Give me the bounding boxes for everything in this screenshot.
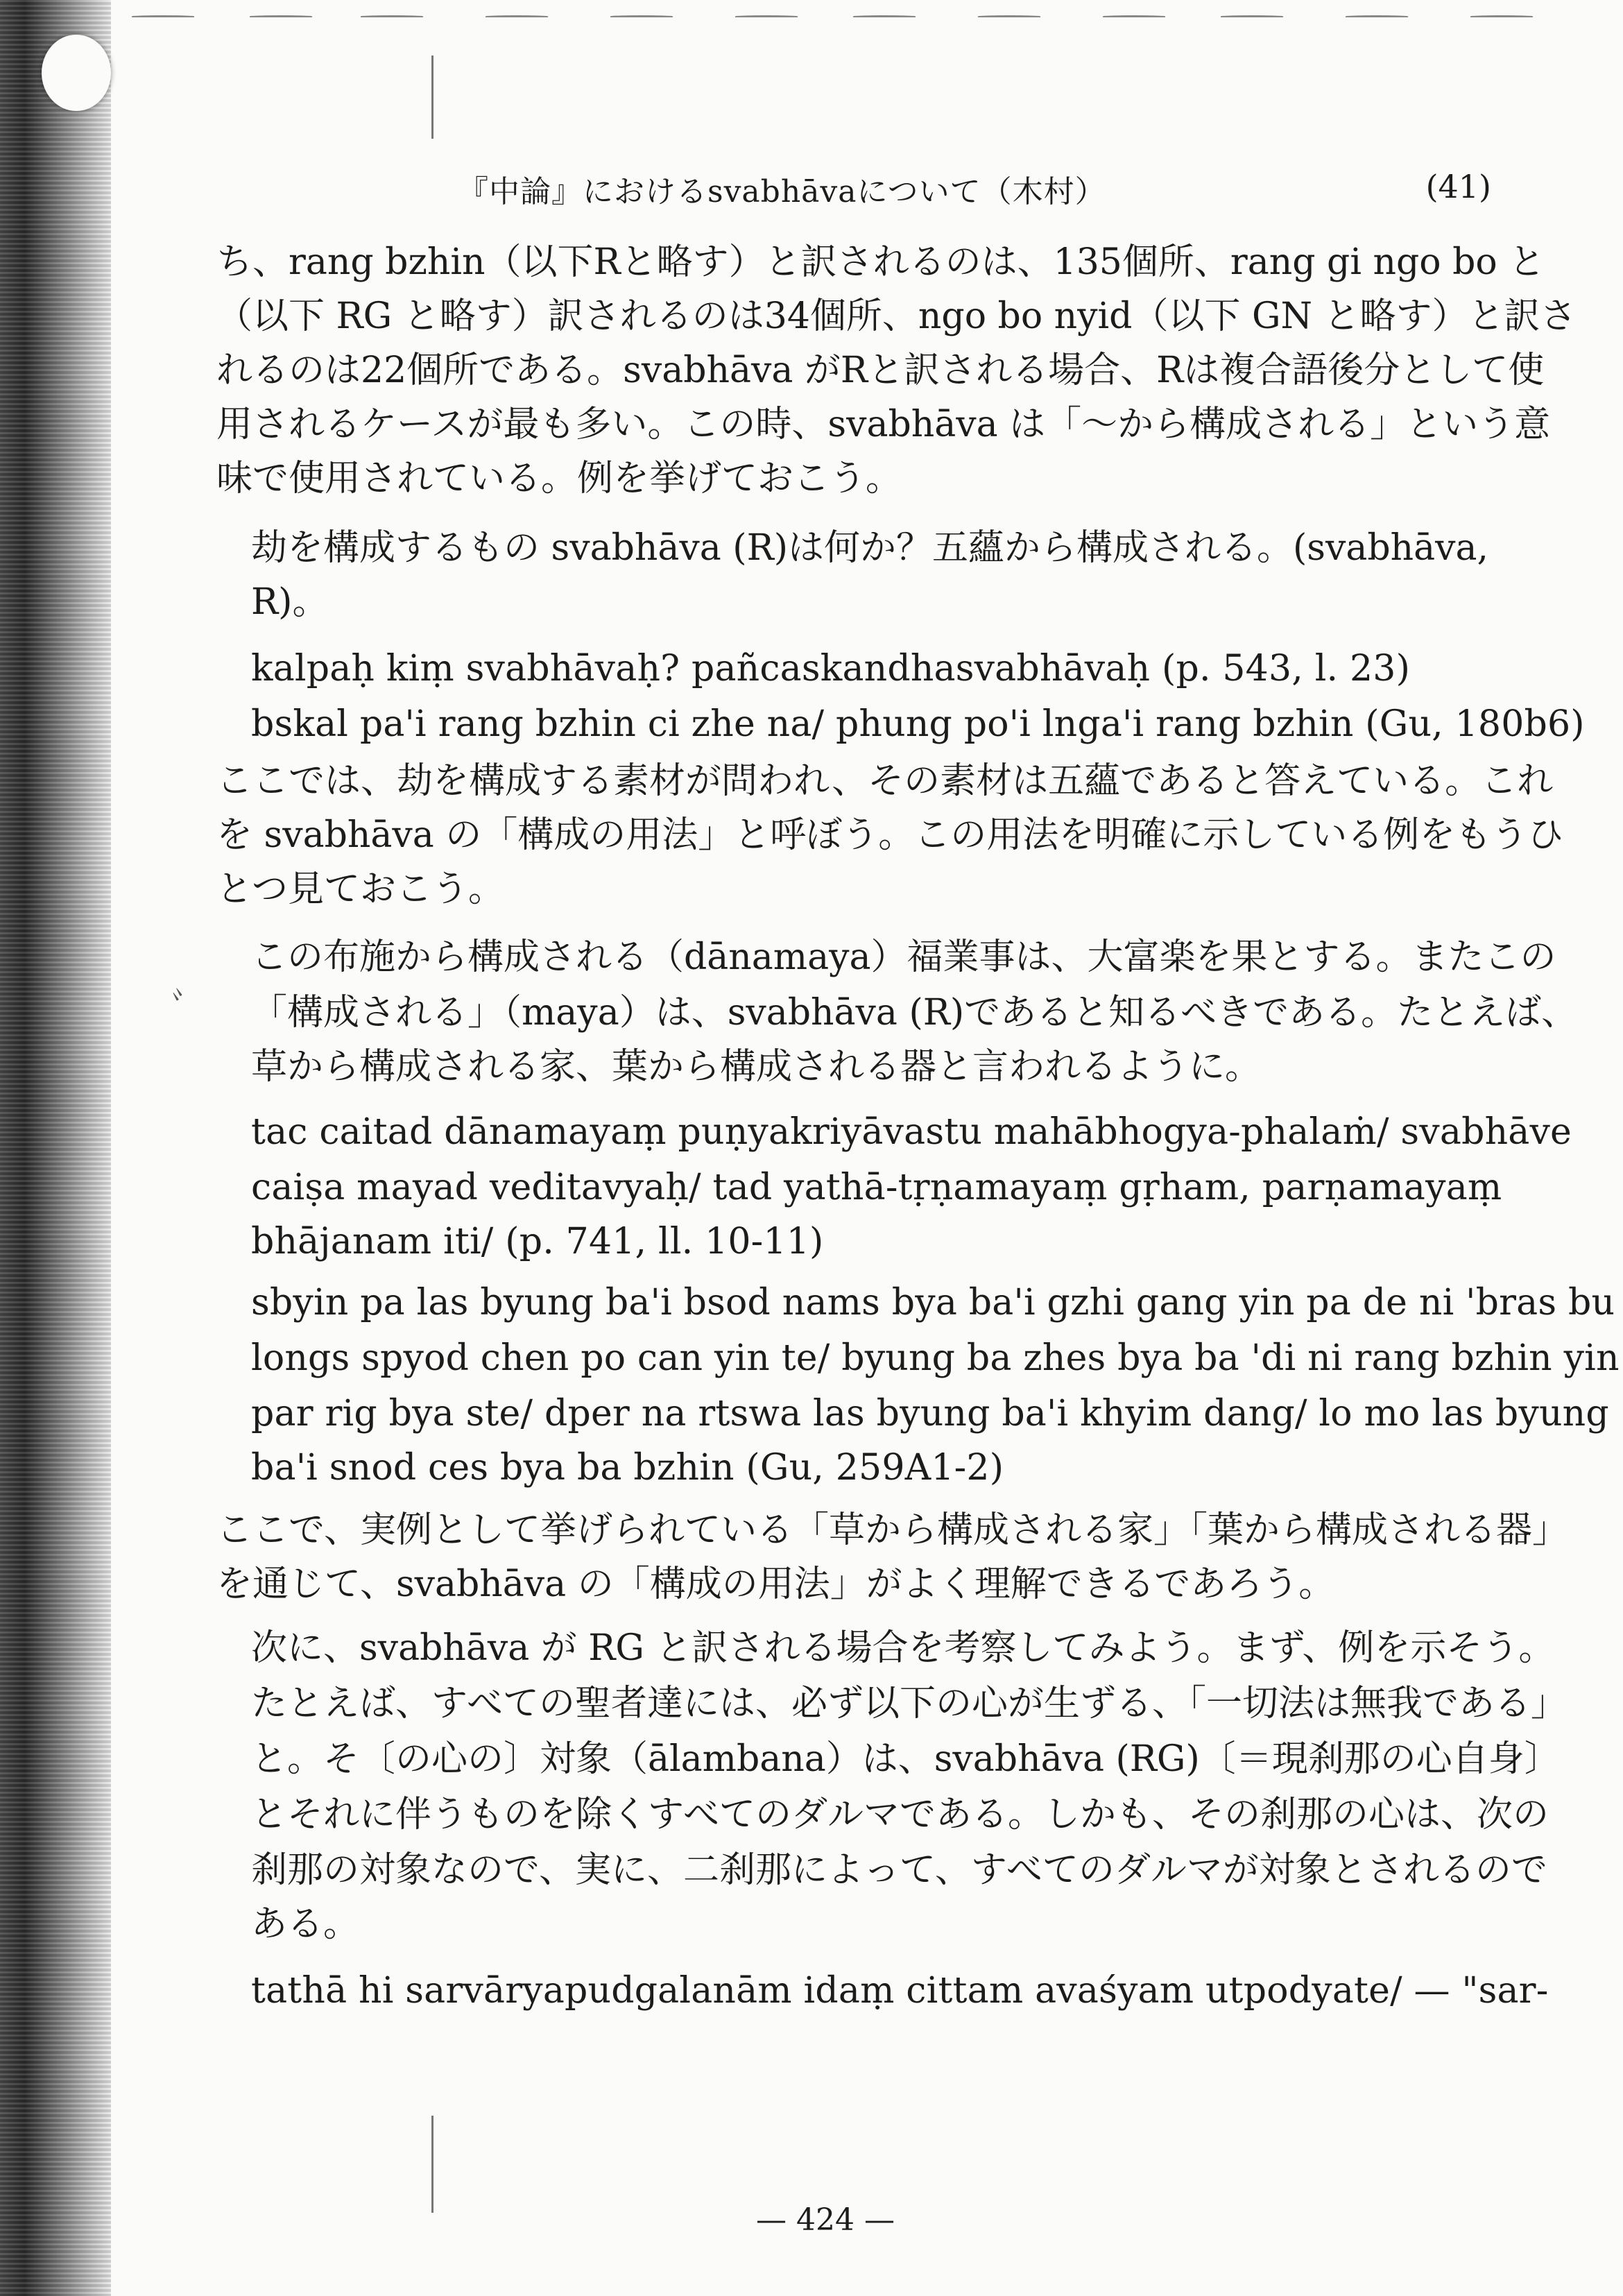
text-line: とつ見ておこう。 — [216, 868, 504, 910]
text-line: 味で使用されている。例を挙げておこう。 — [216, 458, 902, 499]
sanskrit-line: caiṣa mayad veditavyaḥ/ tad yathā-tṛṇamayaṃ gṛham, parṇamayaṃ — [251, 1167, 1502, 1208]
punch-hole — [42, 35, 111, 111]
quote-line: とそれに伴うものを除くすべてのダルマである。しかも、その刹那の心は、次の — [251, 1794, 1549, 1835]
perforation-mark — [250, 15, 312, 17]
tibetan-line: sbyin pa las byung ba'i bsod nams bya ba'i gzhi gang yin pa de ni 'bras bu — [251, 1282, 1615, 1323]
text-line: れるのは22個所である。svabhāva がRと訳される場合、Rは複合語後分として使 — [216, 350, 1545, 391]
perforation-mark — [132, 15, 194, 17]
quote-line: と。そ〔の心の〕対象（ālambana）は、svabhāva (RG)〔＝現刹那の心自身〕 — [251, 1738, 1561, 1780]
perforation-mark — [1470, 15, 1533, 17]
perforation-mark — [1346, 15, 1408, 17]
perforation-mark — [853, 15, 916, 17]
perforation-mark — [735, 15, 798, 17]
text-line: ち、rang bzhin（以下Rと略す）と訳されるのは、135個所、rang gi ngo bo と — [216, 241, 1545, 283]
perforation-mark — [1103, 15, 1165, 17]
quote-line: たとえば、すべての聖者達には、必ず以下の心が生ずる、「一切法は無我である」 — [251, 1683, 1567, 1724]
running-header-page-ref: (41) — [1425, 168, 1491, 205]
tibetan-line: longs spyod chen po can yin te/ byung ba zhes bya ba 'di ni rang bzhin yin — [251, 1337, 1620, 1379]
quote-line: 草から構成される家、葉から構成される器と言われるように。 — [251, 1046, 1262, 1088]
text-line: 次に、svabhāva が RG と訳される場合を考察してみよう。まず、例を示そう。 — [251, 1627, 1555, 1669]
quote-line: この布施から構成される（dānamaya）福業事は、大富楽を果とする。またこの — [251, 936, 1556, 978]
tibetan-line: par rig bya ste/ dper na rtswa las byung ba'i khyim dang/ lo mo las byung — [251, 1393, 1609, 1434]
sanskrit-line: tathā hi sarvāryapudgalanām idaṃ cittam avaśyam utpodyate/ — "sar- — [251, 1970, 1549, 2012]
text-line: を通じて、svabhāva の「構成の用法」がよく理解できるであろう。 — [216, 1563, 1335, 1605]
tibetan-line: bskal pa'i rang bzhin ci zhe na/ phung po'i lnga'i rang bzhin (Gu, 180b6) — [251, 703, 1585, 745]
text-line: ここでは、劫を構成する素材が問われ、その素材は五蘊であると答えている。これ — [216, 760, 1554, 802]
quote-line: 「構成される」（maya）は、svabhāva (R)であると知るべきである。たとえば、 — [251, 992, 1578, 1034]
page-number: — 424 — — [756, 2202, 895, 2238]
perforation-mark — [361, 15, 423, 17]
running-header-title: 『中論』におけるsvabhāvaについて（木村） — [458, 174, 1106, 209]
perforation-mark — [610, 15, 673, 17]
quote-line: 刹那の対象なので、実に、二刹那によって、すべてのダルマが対象とされるので — [251, 1849, 1547, 1891]
perforation-mark — [486, 15, 548, 17]
stray-pencil-mark: 〟 — [167, 972, 207, 1014]
sanskrit-line: tac caitad dānamayaṃ puṇyakriyāvastu mahābhogya-phalaṁ/ svabhāve — [251, 1111, 1572, 1153]
book-binding-shadow — [0, 0, 111, 2296]
sanskrit-line: kalpaḥ kiṃ svabhāvaḥ? pañcaskandhasvabhāvaḥ (p. 543, l. 23) — [251, 648, 1411, 689]
sanskrit-line: bhājanam iti/ (p. 741, ll. 10-11) — [251, 1221, 824, 1262]
text-line: （以下 RG と略す）訳されるのは34個所、ngo bo nyid（以下 GN と略す）と訳さ — [216, 295, 1577, 337]
text-line: ここで、実例として挙げられている「草から構成される家」「葉から構成される器」 — [216, 1509, 1568, 1551]
tibetan-line: ba'i snod ces bya ba bzhin (Gu, 259A1-2) — [251, 1447, 1004, 1489]
perforation-mark — [978, 15, 1040, 17]
text-line: 用されるケースが最も多い。この時、svabhāva は「～から構成される」という意 — [216, 404, 1551, 445]
quote-line: R)。 — [251, 581, 329, 623]
quote-line: 劫を構成するもの svabhāva (R)は何か？五蘊から構成される。(svabhāva, — [251, 527, 1489, 569]
quote-line: ある。 — [251, 1903, 360, 1945]
perforation-mark — [1221, 15, 1283, 17]
scan-speck — [431, 55, 433, 139]
text-line: を svabhāva の「構成の用法」と呼ぼう。この用法を明確に示している例をもうひ — [216, 814, 1564, 856]
scan-speck — [431, 2116, 433, 2213]
